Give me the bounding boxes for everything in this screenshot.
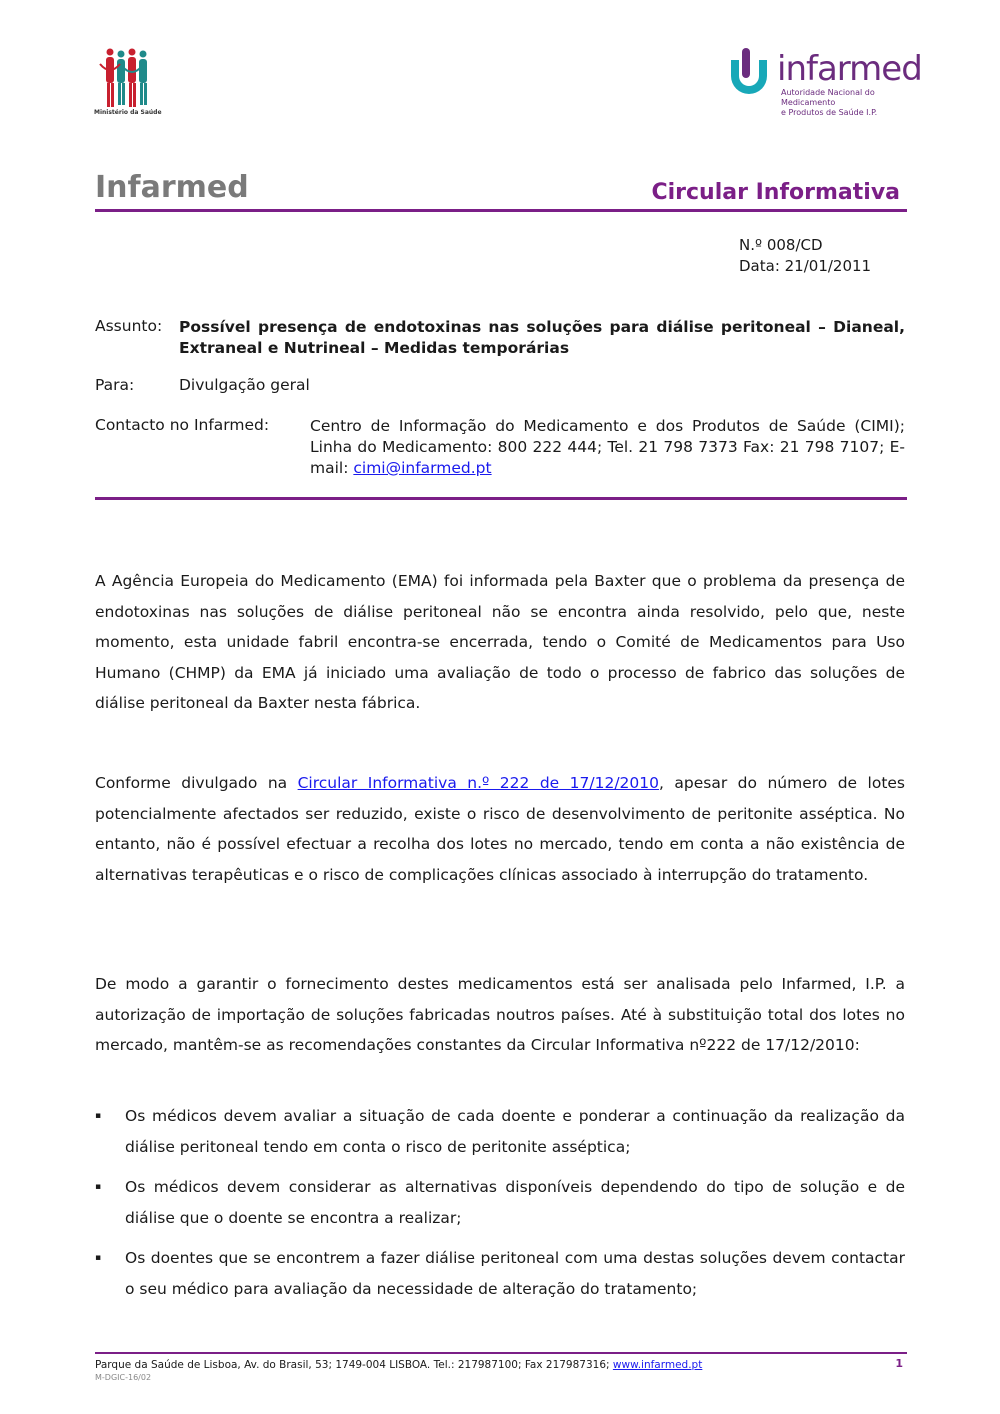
contacto-label: Contacto no Infarmed: bbox=[95, 416, 270, 434]
assunto-label: Assunto: bbox=[95, 317, 163, 335]
fields-divider bbox=[95, 497, 907, 500]
page-title: Infarmed bbox=[95, 170, 249, 205]
para-value: Divulgação geral bbox=[179, 376, 310, 394]
ministerio-da-saude-logo bbox=[96, 46, 158, 118]
document-type: Circular Informativa bbox=[651, 180, 900, 205]
list-item bbox=[95, 1243, 905, 1304]
ministry-caption: Ministério da Saúde bbox=[94, 109, 162, 116]
footer-website-link[interactable]: www.infarmed.pt bbox=[612, 1359, 703, 1371]
infarmed-subtitle-line-1: Autoridade Nacional do Medicamento bbox=[781, 88, 875, 107]
contacto-email-link[interactable]: cimi@infarmed.pt bbox=[353, 459, 492, 477]
footer-divider bbox=[95, 1352, 907, 1354]
footer-address bbox=[95, 1359, 702, 1371]
list-item-text: Os doentes que se encontrem a fazer diálise peritoneal com uma destas soluções devem contactar o seu médico para avaliação da necessidade de alteração do tratamento; bbox=[125, 1249, 905, 1298]
list-item-text: Os médicos devem considerar as alternativas disponíveis dependendo do tipo de solução e de diálise que o doente se encontra a realizar; bbox=[125, 1178, 905, 1227]
contacto-value bbox=[310, 416, 905, 479]
page-number: 1 bbox=[895, 1357, 903, 1370]
document-meta bbox=[739, 235, 871, 277]
body-paragraph-3: De modo a garantir o fornecimento destes medicamentos está ser analisada pelo Infarmed, I.P. a autorização de importação de soluções fabricadas noutros países. Até à substituição total dos lotes no mercado, mantêm-se as recomendações constantes da Circular Informativa nº222 de 17/12/2010: bbox=[95, 975, 905, 1054]
bullet-icon: ▪ bbox=[95, 1111, 102, 1121]
bullet-icon: ▪ bbox=[95, 1182, 102, 1192]
infarmed-logo bbox=[727, 46, 927, 116]
circular-222-link[interactable]: Circular Informativa n.º 222 de 17/12/2010 bbox=[297, 774, 660, 792]
list-item-text: Os médicos devem avaliar a situação de cada doente e ponderar a continuação da realização da diálise peritoneal tendo em conta o risco de peritonite asséptica; bbox=[125, 1107, 905, 1156]
infarmed-mark-icon bbox=[727, 46, 771, 94]
infarmed-wordmark: infarmed bbox=[777, 49, 922, 89]
recommendations-list bbox=[95, 1101, 905, 1314]
para-label: Para: bbox=[95, 376, 135, 394]
contacto-text: Centro de Informação do Medicamento e dos Produtos de Saúde (CIMI); Linha do Medicamento: 800 222 444; Tel. 21 798 7373 Fax: 21 798 7107; E-mail: bbox=[310, 417, 905, 477]
body-paragraph-1: A Agência Europeia do Medicamento (EMA) foi informada pela Baxter que o problema da presença de endotoxinas nas soluções de diálise peritoneal não se encontra ainda resolvido, pelo que, neste momento, esta unidade fabril encontra-se encerrada, tendo o Comité de Medicamentos para Uso Humano (CHMP) da EMA já iniciado uma avaliação de todo o processo de fabrico das soluções de diálise peritoneal da Baxter nesta fábrica. bbox=[95, 572, 905, 712]
list-item bbox=[95, 1172, 905, 1233]
bullet-icon: ▪ bbox=[95, 1253, 102, 1263]
document-date: Data: 21/01/2011 bbox=[739, 257, 872, 275]
header-divider bbox=[95, 209, 907, 212]
assunto-value: Possível presença de endotoxinas nas soluções para diálise peritoneal – Dianeal, Extraneal e Nutrineal – Medidas temporárias bbox=[179, 318, 905, 357]
infarmed-subtitle-line-2: e Produtos de Saúde I.P. bbox=[781, 108, 878, 117]
form-code: M-DGIC-16/02 bbox=[95, 1373, 152, 1382]
p2-after: , apesar do número de lotes potencialmente afectados ser reduzido, existe o risco de desenvolvimento de peritonite asséptica. No entanto, não é possível efectuar a recolha dos lotes no mercado, tendo em conta a não existência de alternativas terapêuticas e o risco de complicações clínicas associado à interrupção do tratamento. bbox=[95, 774, 906, 884]
list-item bbox=[95, 1101, 905, 1162]
body-paragraph-2 bbox=[95, 768, 905, 890]
footer-address-text: Parque da Saúde de Lisboa, Av. do Brasil, 53; 1749-004 LISBOA. Tel.: 217987100; Fax 217987316; bbox=[95, 1359, 613, 1371]
document-number: N.º 008/CD bbox=[739, 236, 823, 254]
p2-before: Conforme divulgado na bbox=[95, 774, 298, 792]
infarmed-subtitle bbox=[781, 88, 931, 118]
